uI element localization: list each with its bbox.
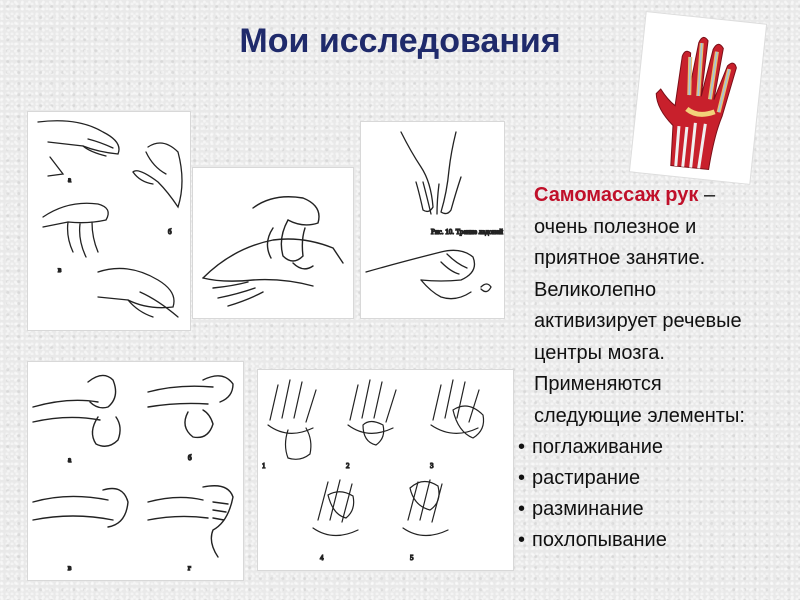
- caption-d-g: г: [188, 564, 191, 572]
- caption-c: Рис. 10. Трение ладоней: [431, 228, 503, 236]
- list-item-label: похлопывание: [532, 529, 667, 551]
- hand-illustration-stroking: [28, 112, 190, 330]
- description-line: приятное занятие.: [534, 247, 706, 269]
- hand-illustration-rubbing: [361, 122, 504, 318]
- anatomical-hand-image: [630, 12, 766, 184]
- hand-illustration-fingers: [258, 370, 513, 570]
- caption-e-3: 3: [430, 462, 434, 470]
- description-line: активизирует речевые: [534, 310, 742, 332]
- bullet-icon: •: [518, 498, 526, 520]
- description-text: [518, 180, 798, 556]
- elements-list: [518, 432, 798, 556]
- caption-e-4: 4: [320, 554, 324, 562]
- list-item: [518, 432, 798, 463]
- list-item-label: растирание: [532, 467, 641, 489]
- caption-e-2: 2: [346, 462, 350, 470]
- description-line: очень полезное и: [534, 215, 697, 238]
- description-line: Применяются: [534, 373, 662, 395]
- list-item-label: поглаживание: [532, 436, 664, 458]
- caption-a-b: б: [168, 228, 172, 236]
- description-heading: Самомассаж рук: [534, 184, 699, 206]
- hand-illustration-kneading: [193, 168, 353, 318]
- description-line: Великолепно: [534, 278, 657, 301]
- caption-e-5: 5: [410, 554, 414, 562]
- description-heading-line: [518, 180, 798, 212]
- caption-d-a: а: [68, 456, 72, 464]
- caption-d-v: в: [68, 564, 72, 572]
- list-item-label: разминание: [532, 498, 644, 520]
- heading-dash: –: [698, 184, 716, 206]
- hand-illustration-wrist: [28, 362, 243, 580]
- caption-e-1: 1: [262, 462, 266, 470]
- caption-d-b: б: [188, 454, 192, 462]
- bullet-icon: •: [518, 467, 526, 489]
- list-item: [518, 525, 798, 556]
- bullet-icon: •: [518, 529, 526, 551]
- list-item: [518, 494, 798, 525]
- page-title: Мои исследования: [239, 22, 561, 60]
- bullet-icon: •: [518, 436, 526, 458]
- caption-a-a: а: [68, 176, 72, 184]
- caption-a-v: в: [58, 266, 62, 274]
- list-item: [518, 463, 798, 494]
- description-line: центры мозга.: [534, 341, 665, 364]
- description-line: следующие элементы:: [534, 404, 745, 427]
